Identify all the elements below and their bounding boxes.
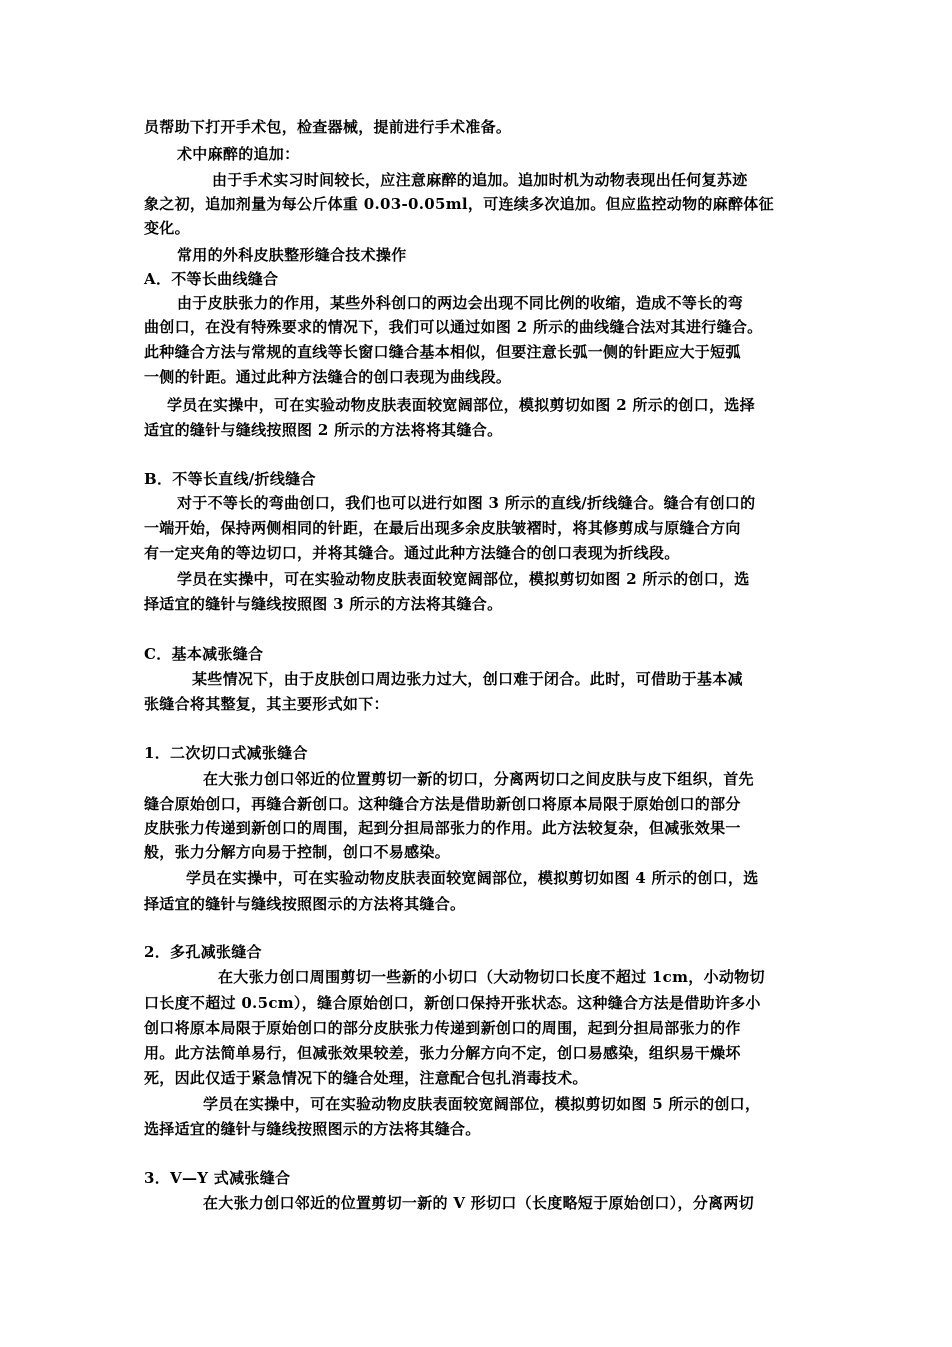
main-heading: 常用的外科皮肤整形缝合技术操作 [177,246,407,264]
paragraph-line: 由于皮肤张力的作用，某些外科创口的两边会出现不同比例的收缩，造成不等长的弯 [177,294,744,312]
paragraph-line: 曲创口，在没有特殊要求的情况下，我们可以通过如图 2 所示的曲线缝合法对其进行缝合。 [144,318,763,336]
paragraph-line: 选择适宜的缝针与缝线按照图示的方法将其缝合。 [144,1120,481,1138]
paragraph-line: 死，因此仅适于紧急情况下的缝合处理，注意配合包扎消毒技术。 [144,1069,588,1087]
paragraph-line: 学员在实操中，可在实验动物皮肤表面较宽阔部位，模拟剪切如图 4 所示的创口，选 [186,869,759,887]
intro-line: 员帮助下打开手术包，检查器械，提前进行手术准备。 [144,118,512,136]
paragraph-line: 变化。 [144,219,190,237]
paragraph-line: 对于不等长的弯曲创口，我们也可以进行如图 3 所示的直线/折线缝合。缝合有创口的 [177,494,756,512]
paragraph-line: 学员在实操中，可在实验动物皮肤表面较宽阔部位，模拟剪切如图 2 所示的创口，选 [177,570,750,588]
anesthesia-heading: 术中麻醉的追加： [177,145,300,163]
paragraph-line: 在大张力创口周围剪切一些新的小切口（大动物切口长度不超过 1cm，小动物切 [218,968,765,986]
section-2-heading: 2．多孔减张缝合 [144,943,262,961]
section-a-heading: A．不等长曲线缝合 [144,270,279,288]
paragraph-line: 皮肤张力传递到新创口的周围，起到分担局部张力的作用。此方法较复杂，但减张效果一 [144,819,741,837]
section-b-heading: B．不等长直线/折线缝合 [144,470,316,488]
paragraph-line: 适宜的缝针与缝线按照图 2 所示的方法将将其缝合。 [144,421,503,439]
paragraph-line: 择适宜的缝针与缝线按照图 3 所示的方法将其缝合。 [144,595,503,613]
paragraph-line: 此种缝合方法与常规的直线等长窗口缝合基本相似，但要注意长弧一侧的针距应大于短弧 [144,343,741,361]
paragraph-line: 缝合原始创口，再缝合新创口。这种缝合方法是借助新创口将原本局限于原始创口的部分 [144,795,741,813]
paragraph-line: 用。此方法简单易行，但减张效果较差，张力分解方向不定，创口易感染，组织易干燥坏 [144,1044,741,1062]
paragraph-line: 在大张力创口邻近的位置剪切一新的切口，分离两切口之间皮肤与皮下组织，首先 [203,770,754,788]
paragraph-line: 学员在实操中，可在实验动物皮肤表面较宽阔部位，模拟剪切如图 5 所示的创口， [203,1095,761,1113]
section-1-heading: 1．二次切口式减张缝合 [144,744,308,762]
paragraph-line: 一侧的针距。通过此种方法缝合的创口表现为曲线段。 [144,368,512,386]
paragraph-line: 某些情况下，由于皮肤创口周边张力过大，创口难于闭合。此时，可借助于基本减 [192,670,743,688]
section-3-heading: 3．V—Y 式减张缝合 [144,1169,291,1187]
paragraph-line: 一端开始，保持两侧相同的针距，在最后出现多余皮肤皱褶时，将其修剪成与原缝合方向 [144,519,741,537]
paragraph-line: 张缝合将其整复，其主要形式如下： [144,695,389,713]
paragraph-line: 学员在实操中，可在实验动物皮肤表面较宽阔部位，模拟剪切如图 2 所示的创口，选择 [167,396,755,414]
paragraph-line: 创口将原本局限于原始创口的部分皮肤张力传递到新创口的周围，起到分担局部张力的作 [144,1019,741,1037]
section-c-heading: C．基本减张缝合 [144,645,264,663]
paragraph-line: 象之初，追加剂量为每公斤体重 0.03-0.05ml，可连续多次追加。但应监控动物的麻醉体征 [144,195,774,213]
paragraph-line: 有一定夹角的等边切口，并将其缝合。通过此种方法缝合的创口表现为折线段。 [144,544,680,562]
paragraph-line: 般，张力分解方向易于控制，创口不易感染。 [144,843,451,861]
paragraph-line: 在大张力创口邻近的位置剪切一新的 V 形切口（长度略短于原始创口），分离两切 [203,1194,754,1212]
paragraph-line: 口长度不超过 0.5cm），缝合原始创口，新创口保持开张状态。这种缝合方法是借助许多小 [144,994,761,1012]
paragraph-line: 择适宜的缝针与缝线按照图示的方法将其缝合。 [144,895,466,913]
paragraph-line: 由于手术实习时间较长，应注意麻醉的追加。追加时机为动物表现出任何复苏迹 [212,171,748,189]
